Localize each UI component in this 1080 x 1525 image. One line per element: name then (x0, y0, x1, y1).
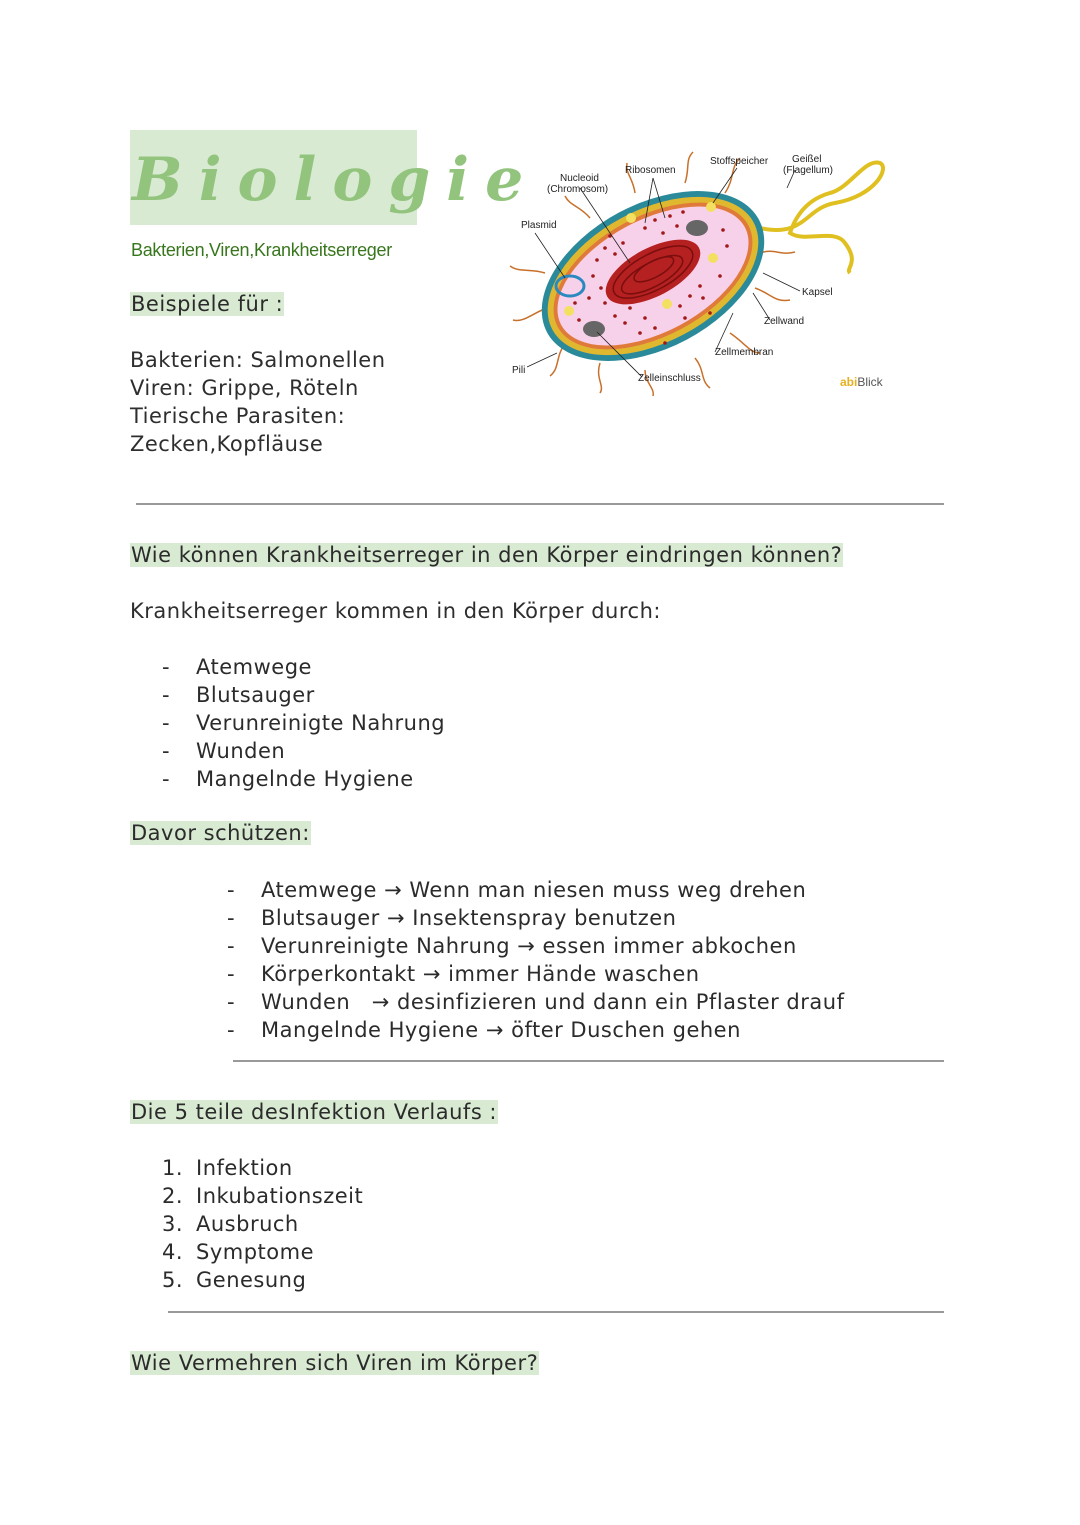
list-item: 2. Inkubationszeit (162, 1184, 364, 1208)
list-item: - Verunreinigte Nahrung → essen immer abkochen (227, 934, 797, 958)
list-item: - Körperkontakt → immer Hände waschen (227, 962, 700, 986)
protect-heading: Davor schützen: (131, 821, 310, 845)
examples-line: Zecken,Kopfläuse (130, 432, 324, 456)
label-ribosomen: Ribosomen (625, 165, 676, 176)
entry-list (162, 653, 562, 793)
label-geissel: Geißel (792, 154, 822, 165)
list-item: - Atemwege → Wenn man niesen muss weg drehen (227, 878, 807, 902)
examples-heading: Beispiele für : (131, 292, 284, 316)
list-item: 3. Ausbruch (162, 1212, 299, 1236)
granule (662, 299, 672, 309)
label-zelleinschluss: Zelleinschluss (638, 373, 701, 384)
list-item: - Wunden → desinfizieren und dann ein Pflaster drauf (227, 990, 845, 1014)
label-nucleoid: Nucleoid (560, 173, 599, 184)
label-pili: Pili (512, 365, 526, 376)
divider (136, 503, 944, 505)
inclusion (583, 321, 605, 337)
page-subtitle: Bakterien,Viren,Krankheitserreger (131, 240, 392, 260)
granule (564, 306, 574, 316)
divider (168, 1311, 944, 1313)
list-item: - Atemwege (162, 655, 312, 679)
pilus (755, 288, 790, 301)
page-title: Biologie (132, 145, 540, 215)
list-item: 1. Infektion (162, 1156, 293, 1180)
list-item: - Blutsauger → Insektenspray benutzen (227, 906, 677, 930)
bacterium-diagram (505, 148, 905, 398)
list-item: - Blutsauger (162, 683, 315, 707)
list-item: 5. Genesung (162, 1268, 307, 1292)
examples-line: Tierische Parasiten: (130, 404, 346, 428)
phases-heading: Die 5 teile desInfektion Verlaufs : (131, 1100, 498, 1124)
list-item: 4. Symptome (162, 1240, 315, 1264)
pilus (685, 152, 693, 183)
pilus (760, 251, 795, 253)
label-kapsel: Kapsel (802, 287, 833, 298)
phases-list (162, 1154, 562, 1294)
label-stoffspeicher: Stoffspeicher (710, 156, 769, 167)
label-zellmembran: Zellmembran (715, 347, 774, 358)
examples-line: Viren: Grippe, Röteln (130, 376, 359, 400)
inclusion (686, 220, 708, 236)
list-item: - Mangelnde Hygiene → öfter Duschen gehen (227, 1018, 741, 1042)
viruses-heading: Wie Vermehren sich Viren im Körper? (131, 1351, 539, 1375)
divider (233, 1060, 944, 1062)
granule (706, 202, 716, 212)
examples-list (130, 346, 460, 458)
abiblick-logo: abiBlick (840, 375, 883, 389)
label-zellwand: Zellwand (764, 316, 805, 327)
list-item: - Verunreinigte Nahrung (162, 711, 446, 735)
flagellum (760, 162, 883, 273)
examples-line: Bakterien: Salmonellen (130, 348, 386, 372)
pilus (599, 363, 602, 393)
granule (708, 253, 718, 263)
pilus (565, 196, 590, 218)
list-item: - Mangelnde Hygiene (162, 767, 414, 791)
list-item: - Wunden (162, 739, 286, 763)
entry-intro: Krankheitserreger kommen in den Körper durch: (130, 599, 661, 623)
entry-heading: Wie können Krankheitserreger in den Körper eindringen können? (131, 543, 843, 567)
label-chromosom: (Chromosom) (547, 184, 609, 195)
granule (626, 213, 636, 223)
label-plasmid: Plasmid (521, 220, 557, 231)
pilus (510, 266, 545, 273)
protect-list (227, 876, 927, 1044)
label-flagellum: (Flagellum) (783, 165, 834, 176)
